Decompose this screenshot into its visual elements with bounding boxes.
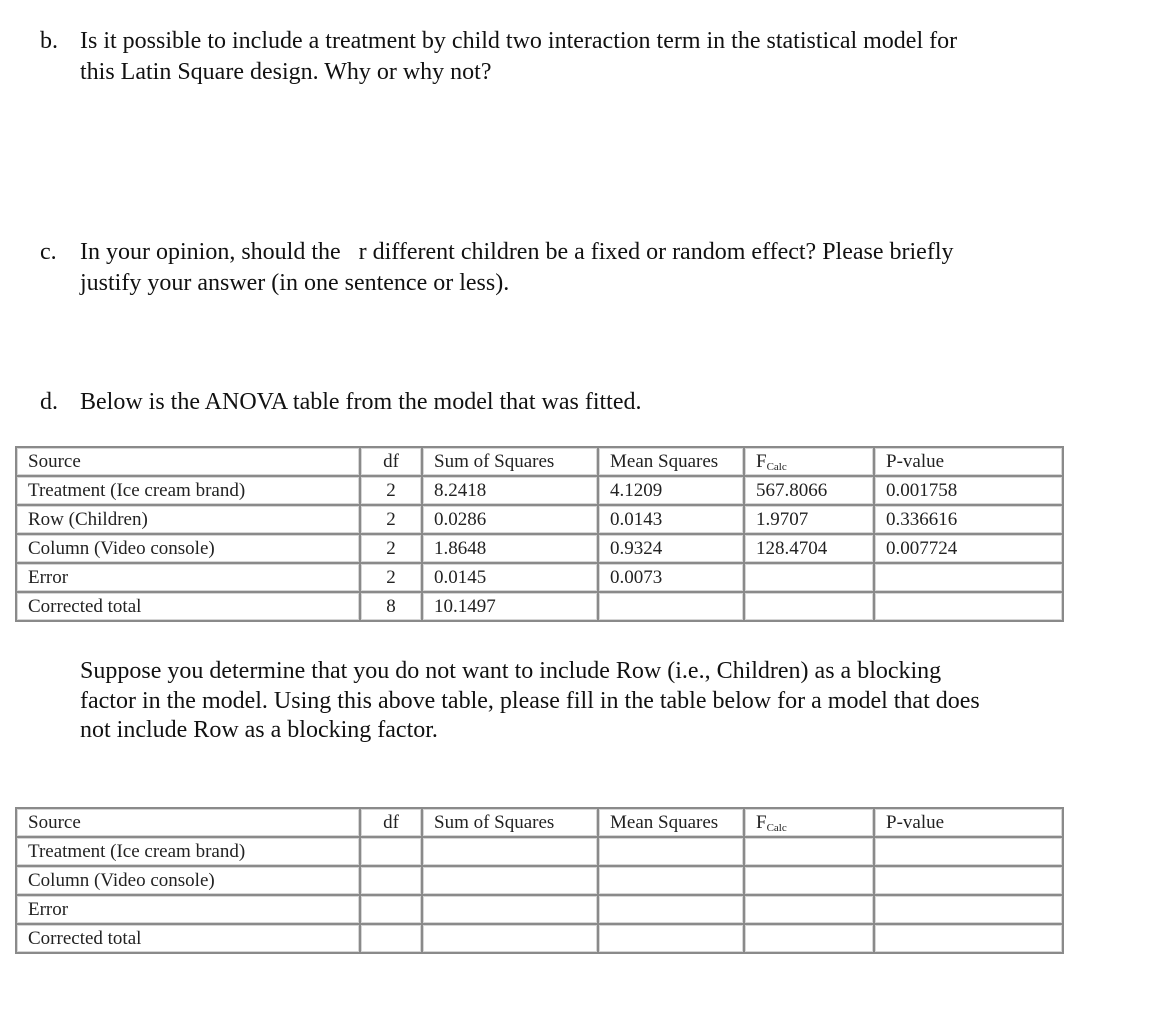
header-p-value: P-value: [874, 447, 1063, 476]
cell-mean-squares: 0.0143: [598, 505, 744, 534]
table-row: [16, 895, 1063, 924]
question-d-line-1: Below is the ANOVA table from the model that was fitted.: [80, 389, 642, 415]
cell-p-value: 0.001758: [874, 476, 1063, 505]
cell-source: Corrected total: [16, 592, 360, 621]
table-header-row: [16, 808, 1063, 837]
cell-source: Column (Video console): [16, 534, 360, 563]
cell-df: 2: [360, 563, 422, 592]
question-c-line-1: In your opinion, should the r different children be a fixed or random effect? Please briefly: [80, 239, 954, 265]
cell-p-value: 0.007724: [874, 534, 1063, 563]
question-b-line-1: Is it possible to include a treatment by child two interaction term in the statistical model for: [80, 28, 958, 54]
cell-f-calc: [744, 592, 874, 621]
cell-sum-of-squares-blank: [422, 895, 598, 924]
question-b-line-2: this Latin Square design. Why or why not?: [80, 59, 492, 85]
cell-df-blank: [360, 837, 422, 866]
table-row: [16, 505, 1063, 534]
table-row: [16, 866, 1063, 895]
cell-mean-squares: 4.1209: [598, 476, 744, 505]
table-row: [16, 924, 1063, 953]
header-f-main: F: [756, 811, 767, 833]
instruction-line-2: factor in the model. Using this above table, please fill in the table below for a model that does: [80, 687, 980, 714]
cell-source: Row (Children): [16, 505, 360, 534]
cell-sum-of-squares: 10.1497: [422, 592, 598, 621]
cell-p-value: [874, 592, 1063, 621]
header-source: Source: [16, 447, 360, 476]
cell-sum-of-squares: 0.0145: [422, 563, 598, 592]
table-row: [16, 592, 1063, 621]
cell-mean-squares-blank: [598, 924, 744, 953]
cell-sum-of-squares-blank: [422, 866, 598, 895]
header-df: df: [360, 447, 422, 476]
header-f-sub: Calc: [766, 460, 787, 473]
cell-mean-squares: [598, 592, 744, 621]
question-d: [40, 387, 641, 418]
anova-table-reduced: [15, 807, 1064, 954]
cell-df-blank: [360, 866, 422, 895]
question-c: [40, 237, 954, 299]
cell-mean-squares: 0.0073: [598, 563, 744, 592]
cell-p-value-blank: [874, 837, 1063, 866]
question-d-text: [80, 387, 641, 418]
table-row: [16, 837, 1063, 866]
cell-df: 2: [360, 476, 422, 505]
cell-df-blank: [360, 924, 422, 953]
cell-f-calc: 1.9707: [744, 505, 874, 534]
cell-f-calc: 567.8066: [744, 476, 874, 505]
cell-source: Treatment (Ice cream brand): [16, 476, 360, 505]
cell-f-calc: 128.4704: [744, 534, 874, 563]
table-row: [16, 563, 1063, 592]
table-row: [16, 534, 1063, 563]
cell-df: 2: [360, 534, 422, 563]
cell-source: Column (Video console): [16, 866, 360, 895]
header-p-value: P-value: [874, 808, 1063, 837]
cell-f-calc-blank: [744, 866, 874, 895]
cell-sum-of-squares: 1.8648: [422, 534, 598, 563]
instruction-line-1: Suppose you determine that you do not want to include Row (i.e., Children) as a blocking: [80, 658, 942, 684]
header-df: df: [360, 808, 422, 837]
header-mean-squares: Mean Squares: [598, 808, 744, 837]
cell-source: Error: [16, 895, 360, 924]
instruction-line-3: not include Row as a blocking factor.: [80, 717, 438, 743]
question-b: [40, 26, 957, 88]
table-header-row: [16, 447, 1063, 476]
cell-source: Treatment (Ice cream brand): [16, 837, 360, 866]
header-source: Source: [16, 808, 360, 837]
cell-p-value: [874, 563, 1063, 592]
cell-mean-squares-blank: [598, 837, 744, 866]
cell-mean-squares: 0.9324: [598, 534, 744, 563]
question-b-label: b.: [40, 28, 58, 54]
cell-df-blank: [360, 895, 422, 924]
question-c-label: c.: [40, 239, 57, 265]
cell-sum-of-squares: 8.2418: [422, 476, 598, 505]
question-d-label: d.: [40, 389, 58, 415]
header-sum-of-squares: Sum of Squares: [422, 447, 598, 476]
header-mean-squares: Mean Squares: [598, 447, 744, 476]
cell-df: 8: [360, 592, 422, 621]
header-sum-of-squares: Sum of Squares: [422, 808, 598, 837]
cell-sum-of-squares: 0.0286: [422, 505, 598, 534]
question-c-line-2: justify your answer (in one sentence or less).: [80, 270, 510, 296]
cell-f-calc: [744, 563, 874, 592]
cell-mean-squares-blank: [598, 866, 744, 895]
instruction-paragraph: [80, 657, 980, 746]
question-b-text: [80, 26, 957, 88]
cell-f-calc-blank: [744, 895, 874, 924]
header-f-main: F: [756, 450, 767, 472]
cell-p-value-blank: [874, 895, 1063, 924]
table-row: [16, 476, 1063, 505]
cell-p-value: 0.336616: [874, 505, 1063, 534]
header-f-sub: Calc: [766, 821, 787, 834]
cell-p-value-blank: [874, 866, 1063, 895]
cell-mean-squares-blank: [598, 895, 744, 924]
anova-table-fitted: [15, 446, 1064, 622]
cell-source: Error: [16, 563, 360, 592]
cell-f-calc-blank: [744, 924, 874, 953]
cell-p-value-blank: [874, 924, 1063, 953]
header-f-calc: [744, 808, 874, 837]
cell-sum-of-squares-blank: [422, 837, 598, 866]
cell-sum-of-squares-blank: [422, 924, 598, 953]
cell-df: 2: [360, 505, 422, 534]
header-f-calc: [744, 447, 874, 476]
question-c-text: [80, 237, 954, 299]
cell-f-calc-blank: [744, 837, 874, 866]
cell-source: Corrected total: [16, 924, 360, 953]
